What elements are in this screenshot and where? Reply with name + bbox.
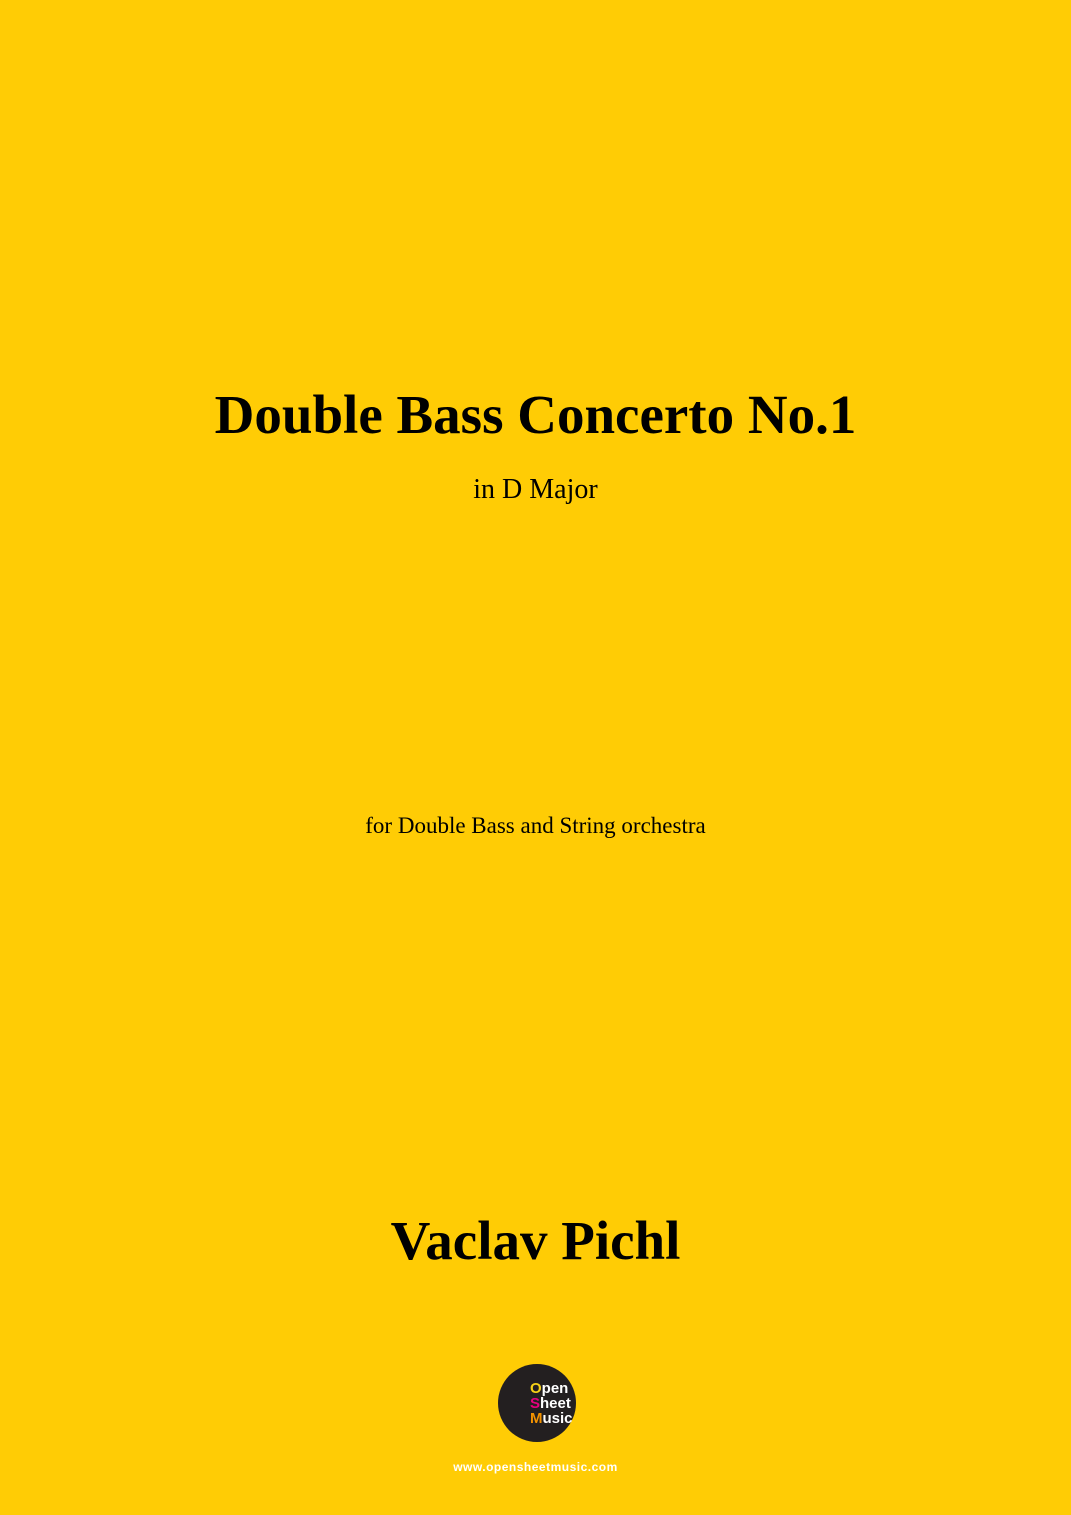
open-sheet-music-logo <box>498 1364 576 1442</box>
logo-initial-m: M <box>530 1409 543 1427</box>
logo-line-open <box>514 1379 569 1397</box>
score-title: Double Bass Concerto No.1 <box>214 384 857 445</box>
composer-name: Vaclav Pichl <box>390 1210 681 1271</box>
score-instrumentation: for Double Bass and String orchestra <box>365 813 706 838</box>
logo-rest-heet: heet <box>540 1394 571 1412</box>
score-key: in D Major <box>473 474 598 505</box>
website-link[interactable]: www.opensheetmusic.com <box>453 1460 618 1474</box>
logo-rest-usic: usic <box>542 1409 573 1427</box>
logo-line-sheet <box>514 1394 571 1412</box>
logo-rest-pen: pen <box>541 1379 569 1397</box>
logo-initial-o: O <box>530 1379 542 1397</box>
logo-initial-s: S <box>530 1394 541 1412</box>
logo-line-music <box>514 1409 573 1427</box>
